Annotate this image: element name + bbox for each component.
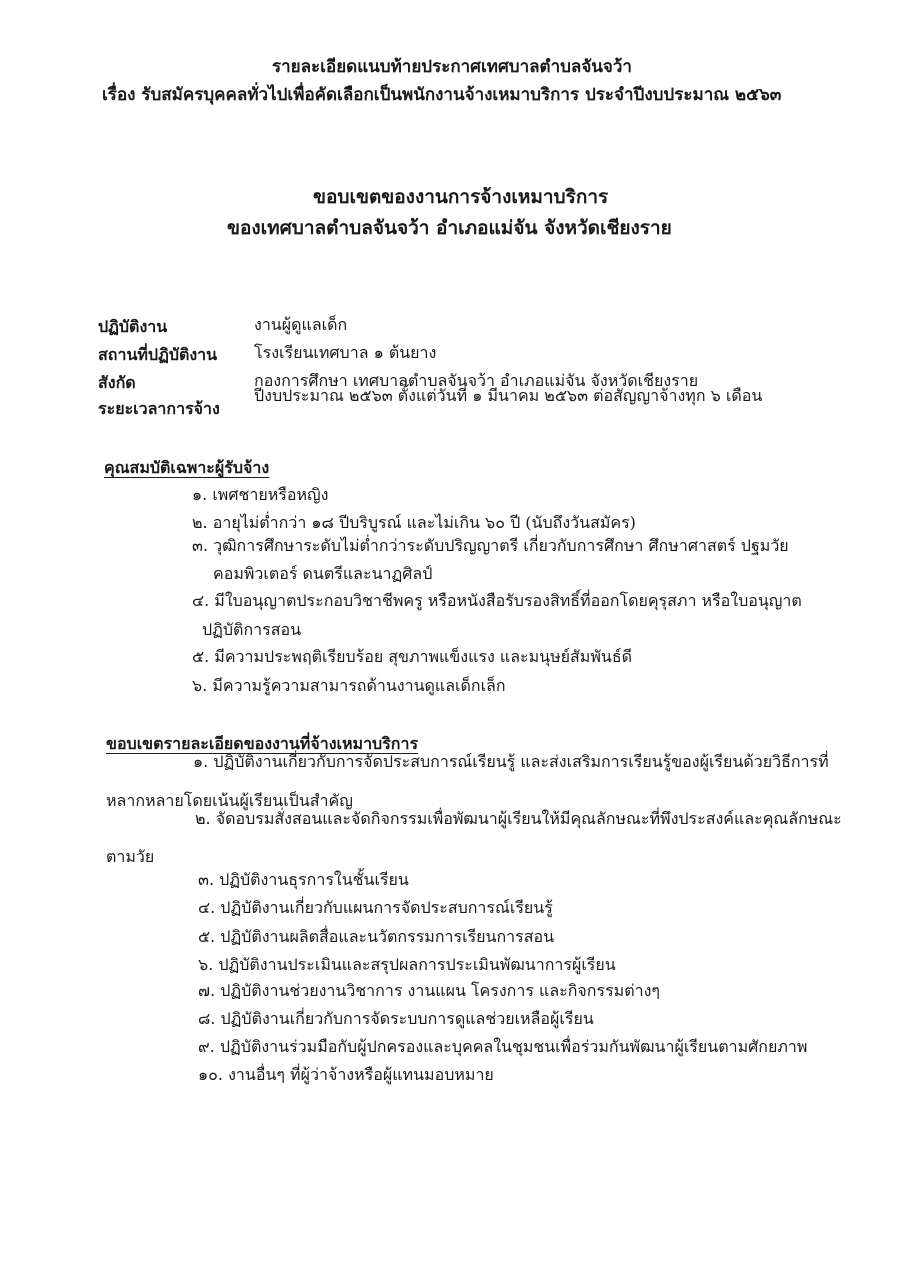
period-value: ปีงบประมาณ ๒๕๖๓ ตั้งแต่วันที่ ๑ มีนาคม ๒๕๖๓ ต่อสัญญาจ้างทุก ๖ เดือน xyxy=(254,386,763,405)
scope-item: ๒. จัดอบรมสั่งสอนและจัดกิจกรรมเพื่อพัฒนาผู้เรียนให้มีคุณลักษณะที่พึงประสงค์และคุณลักษณะ xyxy=(195,809,842,828)
job-label: ปฏิบัติงาน xyxy=(98,317,168,336)
scope-item: ๙. ปฏิบัติงานร่วมมือกับผู้ปกครองและบุคคลในชุมชนเพื่อร่วมกันพัฒนาผู้เรียนตามศักยภาพ xyxy=(198,1037,808,1056)
qualification-item-continued: คอมพิวเตอร์ ดนตรีและนาฏศิลป์ xyxy=(213,564,433,583)
place-value: โรงเรียนเทศบาล ๑ ต้นยาง xyxy=(254,343,437,362)
job-value: งานผู้ดูแลเด็ก xyxy=(254,315,348,334)
scope-item-continued: ตามวัย xyxy=(106,847,155,866)
scope-item: ๔. ปฏิบัติงานเกี่ยวกับแผนการจัดประสบการณ์เรียนรู้ xyxy=(198,898,553,917)
scope-item-continued: หลากหลายโดยเน้นผู้เรียนเป็นสำคัญ xyxy=(106,791,353,810)
scope-item: ๓. ปฏิบัติงานธุรการในชั้นเรียน xyxy=(198,870,409,889)
scope-item: ๕. ปฏิบัติงานผลิตสื่อและนวัตกรรมการเรียนการสอน xyxy=(198,927,555,946)
period-label: ระยะเวลาการจ้าง xyxy=(98,399,220,418)
qualifications-heading: คุณสมบัติเฉพาะผู้รับจ้าง xyxy=(104,458,270,477)
scope-item: ๑๐. งานอื่นๆ ที่ผู้ว่าจ้างหรือผู้แทนมอบหมาย xyxy=(198,1065,494,1084)
qualification-item: ๔. มีใบอนุญาตประกอบวิชาชีพครู หรือหนังสือรับรองสิทธิ์ที่ออกโดยคุรุสภา หรือใบอนุญาต xyxy=(192,591,802,610)
scope-item: ๑. ปฏิบัติงานเกี่ยวกับการจัดประสบการณ์เรียนรู้ และส่งเสริมการเรียนรู้ของผู้เรียนด้วยวิธีการที่ xyxy=(193,752,829,771)
scope-item: ๖. ปฏิบัติงานประเมินและสรุปผลการประเมินพัฒนาการผู้เรียน xyxy=(198,955,616,974)
header-line-2: เรื่อง รับสมัครบุคคลทั่วไปเพื่อคัดเลือกเป็นพนักงานจ้างเหมาบริการ ประจำปีงบประมาณ ๒๕๖๓ xyxy=(102,85,782,105)
qualification-item: ๒. อายุไม่ต่ำกว่า ๑๘ ปีบริบูรณ์ และไม่เกิน ๖๐ ปี (นับถึงวันสมัคร) xyxy=(192,513,636,532)
qualification-item: ๖. มีความรู้ความสามารถด้านงานดูแลเด็กเล็ก xyxy=(192,676,506,695)
qualification-item: ๕. มีความประพฤติเรียบร้อย สุขภาพแข็งแรง และมนุษย์สัมพันธ์ดี xyxy=(192,647,632,666)
qualification-item-continued: ปฏิบัติการสอน xyxy=(202,620,302,639)
place-label: สถานที่ปฏิบัติงาน xyxy=(98,345,218,364)
scope-heading: ขอบเขตรายละเอียดของงานที่จ้างเหมาบริการ xyxy=(106,734,419,753)
scope-item: ๗. ปฏิบัติงานช่วยงานวิชาการ งานแผน โครงการ และกิจกรรมต่างๆ xyxy=(198,981,660,1000)
qualification-item: ๓. วุฒิการศึกษาระดับไม่ต่ำกว่าระดับปริญญาตรี เกี่ยวกับการศึกษา ศึกษาศาสตร์ ปฐมวัย xyxy=(192,536,789,555)
dept-value: กองการศึกษา เทศบาลตำบลจันจว้า อำเภอแม่จัน จังหวัดเชียงราย xyxy=(254,371,699,390)
title-line-2: ของเทศบาลตำบลจันจว้า อำเภอแม่จัน จังหวัดเชียงราย xyxy=(227,217,672,239)
qualification-item: ๑. เพศชายหรือหญิง xyxy=(192,485,329,504)
scope-item: ๘. ปฏิบัติงานเกี่ยวกับการจัดระบบการดูแลช่วยเหลือผู้เรียน xyxy=(198,1009,594,1028)
title-line-1: ขอบเขตของงานการจ้างเหมาบริการ xyxy=(313,186,609,208)
dept-label: สังกัด xyxy=(98,373,136,392)
header-line-1: รายละเอียดแนบท้ายประกาศเทศบาลตำบลจันจว้า xyxy=(272,57,632,77)
